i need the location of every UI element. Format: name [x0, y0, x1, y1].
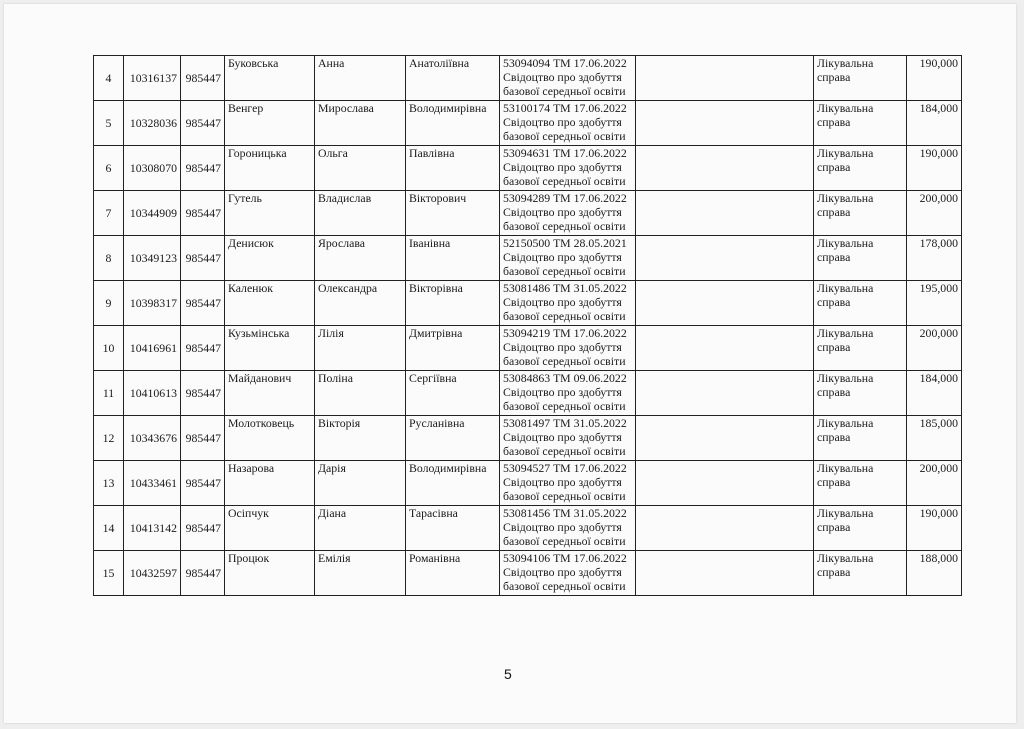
empty-cell: [636, 191, 814, 236]
name-cell: Ольга: [315, 146, 406, 191]
patronymic-cell: Вікторівна: [406, 281, 500, 326]
applicant-id: 10433461: [124, 461, 181, 506]
specialty-line1: Лікувальна: [817, 191, 874, 205]
document-number: 53084863 ТМ 09.06.2022: [503, 371, 627, 385]
document-number: 53094527 ТМ 17.06.2022: [503, 461, 627, 475]
score-cell: 188,000: [907, 551, 962, 596]
document-type: Свідоцтво про здобуття: [503, 295, 622, 309]
table-row: [94, 191, 962, 236]
program-code: 985447: [181, 551, 225, 596]
name-cell: Анна: [315, 56, 406, 101]
program-code: 985447: [181, 506, 225, 551]
applicants-table: [93, 55, 962, 596]
applicant-id: 10328036: [124, 101, 181, 146]
row-number: 8: [94, 236, 124, 281]
score-cell: 184,000: [907, 101, 962, 146]
patronymic-cell: Вікторович: [406, 191, 500, 236]
table-row: [94, 236, 962, 281]
document-cell: [500, 461, 636, 506]
surname-cell: Гороницька: [225, 146, 315, 191]
score-cell: 195,000: [907, 281, 962, 326]
document-cell: [500, 146, 636, 191]
document-number: 52150500 ТМ 28.05.2021: [503, 236, 627, 250]
document-number: 53094106 ТМ 17.06.2022: [503, 551, 627, 565]
document-type-cont: базової середньої освіти: [503, 489, 626, 503]
score-cell: 185,000: [907, 416, 962, 461]
specialty-line1: Лікувальна: [817, 56, 874, 70]
specialty-line1: Лікувальна: [817, 506, 874, 520]
applicant-id: 10416961: [124, 326, 181, 371]
table-row: [94, 326, 962, 371]
score-cell: 184,000: [907, 371, 962, 416]
row-number: 12: [94, 416, 124, 461]
score-cell: 190,000: [907, 506, 962, 551]
row-number: 5: [94, 101, 124, 146]
applicant-id: 10308070: [124, 146, 181, 191]
empty-cell: [636, 281, 814, 326]
specialty-cell: [814, 191, 907, 236]
specialty-line1: Лікувальна: [817, 371, 874, 385]
document-cell: [500, 371, 636, 416]
document-type-cont: базової середньої освіти: [503, 309, 626, 323]
specialty-cell: [814, 146, 907, 191]
row-number: 6: [94, 146, 124, 191]
specialty-line2: справа: [817, 565, 851, 579]
name-cell: Дарія: [315, 461, 406, 506]
table-row: [94, 371, 962, 416]
program-code: 985447: [181, 236, 225, 281]
document-type-cont: базової середньої освіти: [503, 219, 626, 233]
row-number: 15: [94, 551, 124, 596]
specialty-line1: Лікувальна: [817, 416, 874, 430]
surname-cell: Каленюк: [225, 281, 315, 326]
specialty-line2: справа: [817, 430, 851, 444]
document-number: 53094219 ТМ 17.06.2022: [503, 326, 627, 340]
document-type-cont: базової середньої освіти: [503, 354, 626, 368]
name-cell: Лілія: [315, 326, 406, 371]
specialty-cell: [814, 506, 907, 551]
surname-cell: Назарова: [225, 461, 315, 506]
program-code: 985447: [181, 371, 225, 416]
document-cell: [500, 236, 636, 281]
program-code: 985447: [181, 101, 225, 146]
applicant-id: 10344909: [124, 191, 181, 236]
document-type: Свідоцтво про здобуття: [503, 250, 622, 264]
table-row: [94, 506, 962, 551]
patronymic-cell: Романівна: [406, 551, 500, 596]
applicant-id: 10432597: [124, 551, 181, 596]
specialty-line2: справа: [817, 295, 851, 309]
program-code: 985447: [181, 326, 225, 371]
document-cell: [500, 551, 636, 596]
specialty-line2: справа: [817, 205, 851, 219]
document-type-cont: базової середньої освіти: [503, 174, 626, 188]
specialty-cell: [814, 551, 907, 596]
name-cell: Мирослава: [315, 101, 406, 146]
patronymic-cell: Володимирівна: [406, 461, 500, 506]
specialty-cell: [814, 326, 907, 371]
document-number: 53081497 ТМ 31.05.2022: [503, 416, 627, 430]
specialty-line1: Лікувальна: [817, 146, 874, 160]
program-code: 985447: [181, 191, 225, 236]
table-row: [94, 461, 962, 506]
specialty-line2: справа: [817, 385, 851, 399]
document-type-cont: базової середньої освіти: [503, 534, 626, 548]
surname-cell: Кузьмінська: [225, 326, 315, 371]
specialty-line2: справа: [817, 250, 851, 264]
table-row: [94, 146, 962, 191]
specialty-line2: справа: [817, 475, 851, 489]
surname-cell: Осіпчук: [225, 506, 315, 551]
table-row: [94, 101, 962, 146]
program-code: 985447: [181, 281, 225, 326]
surname-cell: Гутель: [225, 191, 315, 236]
table-row: [94, 281, 962, 326]
name-cell: Олександра: [315, 281, 406, 326]
document-cell: [500, 56, 636, 101]
row-number: 13: [94, 461, 124, 506]
specialty-line1: Лікувальна: [817, 551, 874, 565]
patronymic-cell: Павлівна: [406, 146, 500, 191]
document-type-cont: базової середньої освіти: [503, 579, 626, 593]
specialty-line1: Лікувальна: [817, 236, 874, 250]
score-cell: 190,000: [907, 56, 962, 101]
patronymic-cell: Сергіївна: [406, 371, 500, 416]
document-number: 53094094 ТМ 17.06.2022: [503, 56, 627, 70]
applicant-id: 10316137: [124, 56, 181, 101]
patronymic-cell: Русланівна: [406, 416, 500, 461]
surname-cell: Венгер: [225, 101, 315, 146]
row-number: 9: [94, 281, 124, 326]
document-type-cont: базової середньої освіти: [503, 129, 626, 143]
document-number: 53081456 ТМ 31.05.2022: [503, 506, 627, 520]
empty-cell: [636, 416, 814, 461]
specialty-cell: [814, 371, 907, 416]
specialty-line1: Лікувальна: [817, 101, 874, 115]
score-cell: 190,000: [907, 146, 962, 191]
name-cell: Вікторія: [315, 416, 406, 461]
specialty-line2: справа: [817, 520, 851, 534]
empty-cell: [636, 101, 814, 146]
specialty-line1: Лікувальна: [817, 281, 874, 295]
name-cell: Діана: [315, 506, 406, 551]
name-cell: Ярослава: [315, 236, 406, 281]
specialty-cell: [814, 101, 907, 146]
document-type: Свідоцтво про здобуття: [503, 385, 622, 399]
score-cell: 200,000: [907, 191, 962, 236]
row-number: 7: [94, 191, 124, 236]
document-number: 53094631 ТМ 17.06.2022: [503, 146, 627, 160]
patronymic-cell: Анатоліївна: [406, 56, 500, 101]
document-cell: [500, 326, 636, 371]
empty-cell: [636, 506, 814, 551]
document-cell: [500, 506, 636, 551]
patronymic-cell: Володимирівна: [406, 101, 500, 146]
specialty-line1: Лікувальна: [817, 461, 874, 475]
name-cell: Владислав: [315, 191, 406, 236]
specialty-cell: [814, 461, 907, 506]
table-row: [94, 551, 962, 596]
document-number: 53081486 ТМ 31.05.2022: [503, 281, 627, 295]
row-number: 4: [94, 56, 124, 101]
surname-cell: Майданович: [225, 371, 315, 416]
document-type-cont: базової середньої освіти: [503, 444, 626, 458]
surname-cell: Процюк: [225, 551, 315, 596]
document-number: 53100174 ТМ 17.06.2022: [503, 101, 627, 115]
applicant-id: 10410613: [124, 371, 181, 416]
program-code: 985447: [181, 416, 225, 461]
document-cell: [500, 191, 636, 236]
specialty-cell: [814, 416, 907, 461]
document-type-cont: базової середньої освіти: [503, 264, 626, 278]
patronymic-cell: Дмитрівна: [406, 326, 500, 371]
specialty-line2: справа: [817, 160, 851, 174]
specialty-line2: справа: [817, 115, 851, 129]
specialty-cell: [814, 56, 907, 101]
name-cell: Поліна: [315, 371, 406, 416]
score-cell: 200,000: [907, 461, 962, 506]
document-type: Свідоцтво про здобуття: [503, 565, 622, 579]
patronymic-cell: Тарасівна: [406, 506, 500, 551]
score-cell: 178,000: [907, 236, 962, 281]
empty-cell: [636, 461, 814, 506]
specialty-line2: справа: [817, 70, 851, 84]
document-type: Свідоцтво про здобуття: [503, 430, 622, 444]
empty-cell: [636, 371, 814, 416]
program-code: 985447: [181, 56, 225, 101]
empty-cell: [636, 56, 814, 101]
applicant-id: 10398317: [124, 281, 181, 326]
document-type: Свідоцтво про здобуття: [503, 340, 622, 354]
surname-cell: Буковська: [225, 56, 315, 101]
table-row: [94, 56, 962, 101]
table-row: [94, 416, 962, 461]
applicant-id: 10349123: [124, 236, 181, 281]
specialty-cell: [814, 281, 907, 326]
surname-cell: Молотковець: [225, 416, 315, 461]
empty-cell: [636, 326, 814, 371]
score-cell: 200,000: [907, 326, 962, 371]
document-type: Свідоцтво про здобуття: [503, 205, 622, 219]
specialty-line1: Лікувальна: [817, 326, 874, 340]
applicant-id: 10413142: [124, 506, 181, 551]
document-type: Свідоцтво про здобуття: [503, 520, 622, 534]
applicant-id: 10343676: [124, 416, 181, 461]
document-page: [4, 4, 1016, 723]
empty-cell: [636, 146, 814, 191]
page-number: 5: [504, 666, 512, 682]
program-code: 985447: [181, 461, 225, 506]
surname-cell: Денисюк: [225, 236, 315, 281]
document-cell: [500, 281, 636, 326]
document-type-cont: базової середньої освіти: [503, 399, 626, 413]
row-number: 11: [94, 371, 124, 416]
document-cell: [500, 101, 636, 146]
specialty-line2: справа: [817, 340, 851, 354]
specialty-cell: [814, 236, 907, 281]
document-type: Свідоцтво про здобуття: [503, 475, 622, 489]
patronymic-cell: Іванівна: [406, 236, 500, 281]
document-number: 53094289 ТМ 17.06.2022: [503, 191, 627, 205]
empty-cell: [636, 551, 814, 596]
document-type: Свідоцтво про здобуття: [503, 160, 622, 174]
document-cell: [500, 416, 636, 461]
name-cell: Емілія: [315, 551, 406, 596]
table-body: [94, 56, 962, 596]
program-code: 985447: [181, 146, 225, 191]
document-type: Свідоцтво про здобуття: [503, 70, 622, 84]
document-type-cont: базової середньої освіти: [503, 84, 626, 98]
document-type: Свідоцтво про здобуття: [503, 115, 622, 129]
empty-cell: [636, 236, 814, 281]
row-number: 10: [94, 326, 124, 371]
row-number: 14: [94, 506, 124, 551]
